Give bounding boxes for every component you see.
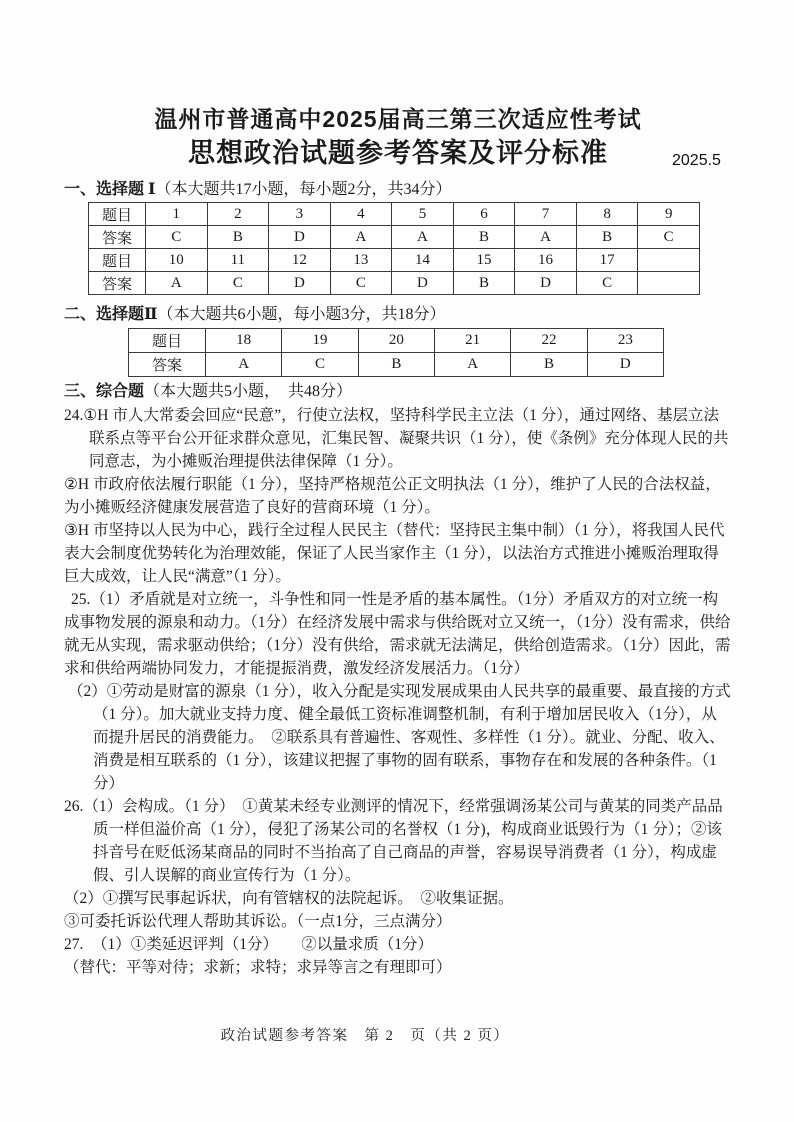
choice-answers-table-1 (88, 202, 700, 295)
question-number-cell: 1 (146, 203, 208, 226)
table-row (89, 272, 700, 295)
question-number-cell: 16 (515, 249, 577, 272)
question-number-cell: 8 (576, 203, 638, 226)
table-row (89, 249, 700, 272)
table-row (89, 226, 700, 249)
answer-cell: A (515, 226, 577, 249)
q27-number: 27. (64, 936, 84, 953)
section-1-heading (64, 179, 732, 200)
question-number-cell: 14 (392, 249, 454, 272)
section-1-label: 一、选择题 Ⅰ (64, 181, 156, 198)
question-number-cell: 5 (392, 203, 454, 226)
q25-answer-part1: 25.（1）矛盾就是对立统一，斗争性和同一性是矛盾的基本属性。（1分）矛盾双方的对立统一构成事物发展的源泉和动力。（1分）在经济发展中需求与供给既对立又统一，（1分）没有需求，供给就无从实现，需求驱动供给；（1分）没有供给，需求就无法满足，供给创造需求。（1分）因此，需求和供给两端协同发力，才能提振消费，激发经济发展活力。（1分） (64, 591, 731, 677)
empty-cell (638, 272, 700, 295)
question-number-cell: 12 (269, 249, 331, 272)
answer-cell: C (282, 353, 358, 377)
answer-cell: B (358, 353, 434, 377)
question-number-cell: 23 (587, 329, 663, 353)
q27-answer-text: （1）①类延迟评判（1分） ②以量求质（1分） (92, 936, 434, 953)
q26-answer-part3: ③可委托诉讼代理人帮助其诉讼。（一点1分，三点满分） (64, 913, 452, 930)
answer-cell: D (392, 272, 454, 295)
row-header-cell: 答案 (89, 272, 146, 295)
q24-answer-part1: 24.①H 市人大常委会回应“民意”，行使立法权，坚持科学民主立法（1 分），通过网络、基层立法联系点等平台公开征求群众意见，汇集民智、凝聚共识（1 分），使《条例》充分体现人民的共同意志，为小摊贩治理提供法律保障（1 分）。 (64, 407, 729, 470)
question-number-cell: 11 (207, 249, 269, 272)
answer-cell: A (434, 353, 510, 377)
answer-cell: D (269, 272, 331, 295)
answer-cell: B (453, 272, 515, 295)
question-number-cell: 20 (358, 329, 434, 353)
answer-cell: A (146, 272, 208, 295)
q27-answer-part2: （替代：平等对待；求新；求特；求异等言之有理即可） (64, 959, 452, 976)
row-header-cell: 题目 (89, 203, 146, 226)
question-number-cell: 2 (207, 203, 269, 226)
row-header-cell: 题目 (129, 329, 206, 353)
table-row (89, 203, 700, 226)
question-number-cell: 15 (453, 249, 515, 272)
answer-cell: C (330, 272, 392, 295)
answer-cell: A (330, 226, 392, 249)
q26-answer-part1: 26.（1）会构成。（1 分） ①黄某未经专业测评的情况下，经常强调汤某公司与黄某的同类产品品质一样但溢价高（1 分），侵犯了汤某公司的名誉权（1 分)，构成商业诋毁行为（1 分）；②该抖音号在贬低汤某商品的同时不当抬高了自己商品的声誉，容易误导消费者（1 分），构成虚假、引人误解的商业宣传行为（1 分）。 (64, 798, 723, 884)
section-3-label: 三、综合题 (64, 383, 145, 400)
answer-cell: B (511, 353, 587, 377)
table-row (129, 329, 664, 353)
question-number-cell: 18 (206, 329, 282, 353)
answer-cell: D (269, 226, 331, 249)
question-number-cell: 6 (453, 203, 515, 226)
row-header-cell: 答案 (129, 353, 206, 377)
answer-cell: A (206, 353, 282, 377)
q24-answer-part3: ③H 市坚持以人民为中心，践行全过程人民民主（替代：坚持民主集中制）（1 分），将我国人民代表大会制度优势转化为治理效能，保证了人民当家作主（1 分），以法治方式推进小摊贩治理取得巨大成效，让人民“满意”（1 分）。 (64, 522, 725, 585)
question-number-cell: 19 (282, 329, 358, 353)
section-1-note: （本大题共17小题，每小题2分，共34分） (155, 181, 452, 198)
section-2-heading (64, 304, 732, 325)
empty-cell (638, 249, 700, 272)
q27-answer-part1 (64, 933, 732, 956)
question-number-cell: 4 (330, 203, 392, 226)
choice-answers-table-2 (128, 328, 664, 377)
question-number-cell: 13 (330, 249, 392, 272)
q26-answer-part2: （2）①撰写民事起诉状，向有管辖权的法院起诉。 ②收集证据。 (64, 890, 514, 907)
section-3-heading (64, 381, 732, 402)
answer-cell: A (392, 226, 454, 249)
q25-answer-part2: （2）①劳动是财富的源泉（1 分），收入分配是实现发展成果由人民共享的最重要、最直接的方式（1 分）。加大就业支持力度、健全最低工资标准调整机制，有利于增加居民收入（1分），从而提升居民的消费能力。 ②联系具有普遍性、客观性、多样性（1 分）。就业、分配、收入、消费是相互联系的（1 分），该建议把握了事物的固有联系，事物存在和发展的各种条件。（1 分） (68, 683, 731, 792)
exam-date: 2025.5 (672, 152, 721, 169)
page-footer: 政治试题参考答案 第 2 页（共 2 页） (220, 1028, 510, 1044)
question-number-cell: 7 (515, 203, 577, 226)
answer-cell: D (515, 272, 577, 295)
answer-cell: B (207, 226, 269, 249)
section-3-note: （本大题共5小题， 共48分） (144, 383, 353, 400)
answer-cell: B (453, 226, 515, 249)
question-number-cell: 10 (146, 249, 208, 272)
row-header-cell: 答案 (89, 226, 146, 249)
answer-cell: C (207, 272, 269, 295)
question-number-cell: 3 (269, 203, 331, 226)
table-row (129, 353, 664, 377)
answer-cell: D (587, 353, 663, 377)
answer-cell: B (576, 226, 638, 249)
exam-title: 温州市普通高中2025届高三第三次适应性考试 (154, 106, 642, 132)
question-number-cell: 9 (638, 203, 700, 226)
question-number-cell: 17 (576, 249, 638, 272)
q24-answer-part2: ②H 市政府依法履行职能（1 分），坚持严格规范公正文明执法（1 分），维护了人民的合法权益，为小摊贩经济健康发展营造了良好的营商环境（1 分）。 (64, 476, 721, 516)
answer-cell: C (146, 226, 208, 249)
exam-subtitle: 思想政治试题参考答案及评分标准 (188, 138, 608, 168)
answer-cell: C (638, 226, 700, 249)
question-number-cell: 22 (511, 329, 587, 353)
row-header-cell: 题目 (89, 249, 146, 272)
question-number-cell: 21 (434, 329, 510, 353)
essay-answers (64, 404, 732, 979)
section-2-label: 二、选择题Ⅱ (64, 306, 158, 323)
answer-cell: C (576, 272, 638, 295)
section-2-note: （本大题共6小题，每小题3分，共18分） (157, 306, 446, 323)
